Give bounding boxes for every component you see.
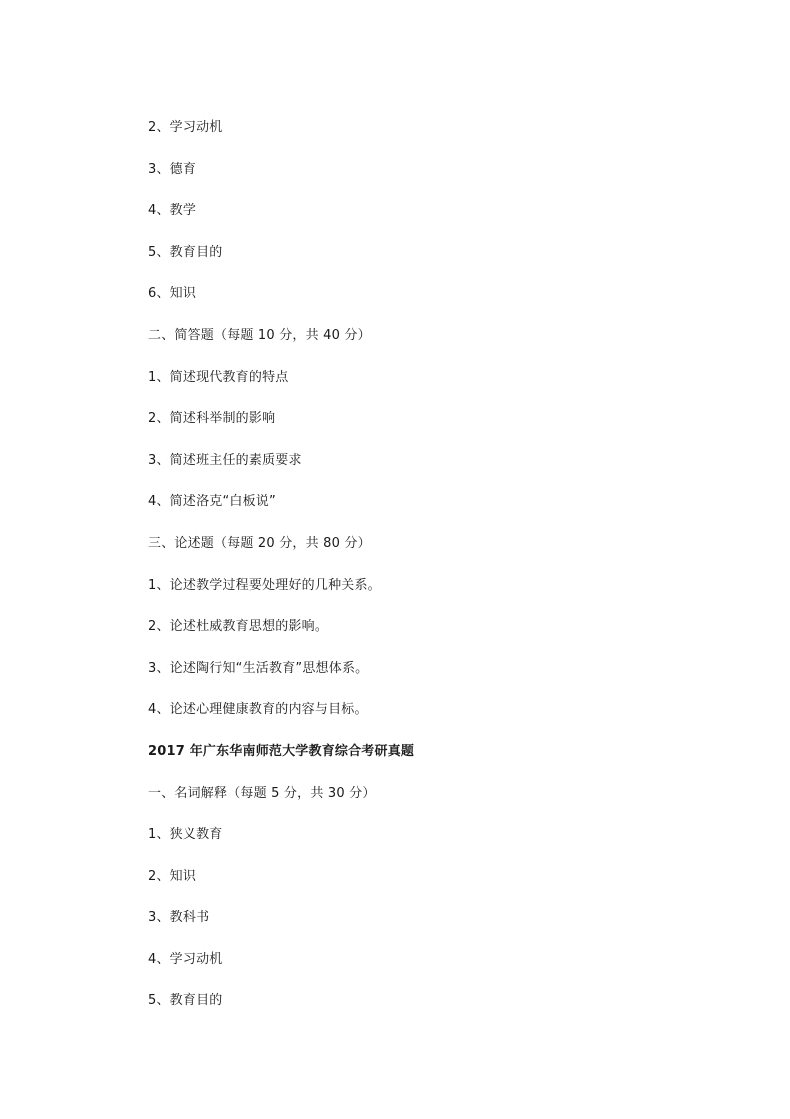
list-item: 4、论述心理健康教育的内容与目标。 (148, 702, 368, 718)
section-heading: 二、简答题（每题 10 分，共 40 分） (148, 327, 371, 343)
list-item: 3、德育 (148, 161, 197, 177)
list-item: 2、学习动机 (148, 120, 223, 135)
list-item: 1、狭义教育 (148, 827, 223, 843)
document-title: 2017 年广东华南师范大学教育综合考研真题 (148, 743, 415, 759)
list-item: 4、学习动机 (148, 951, 223, 967)
list-item: 3、论述陶行知“生活教育”思想体系。 (148, 660, 369, 676)
list-item: 2、知识 (148, 868, 197, 884)
section-heading: 三、论述题（每题 20 分，共 80 分） (148, 535, 371, 551)
list-item: 6、知识 (148, 286, 197, 302)
document-page (148, 116, 728, 1031)
list-item: 3、简述班主任的素质要求 (148, 452, 302, 468)
list-item: 5、教育目的 (148, 993, 223, 1009)
list-item: 1、简述现代教育的特点 (148, 369, 289, 385)
list-item: 2、论述杜威教育思想的影响。 (148, 619, 329, 635)
list-item: 1、论述教学过程要处理好的几种关系。 (148, 577, 381, 593)
section-heading: 一、名词解释（每题 5 分，共 30 分） (148, 785, 376, 801)
list-item: 4、教学 (148, 203, 197, 219)
list-item: 2、简述科举制的影响 (148, 411, 276, 427)
list-item: 5、教育目的 (148, 244, 223, 260)
list-item: 3、教科书 (148, 910, 210, 926)
list-item: 4、简述洛克“白板说” (148, 494, 276, 510)
